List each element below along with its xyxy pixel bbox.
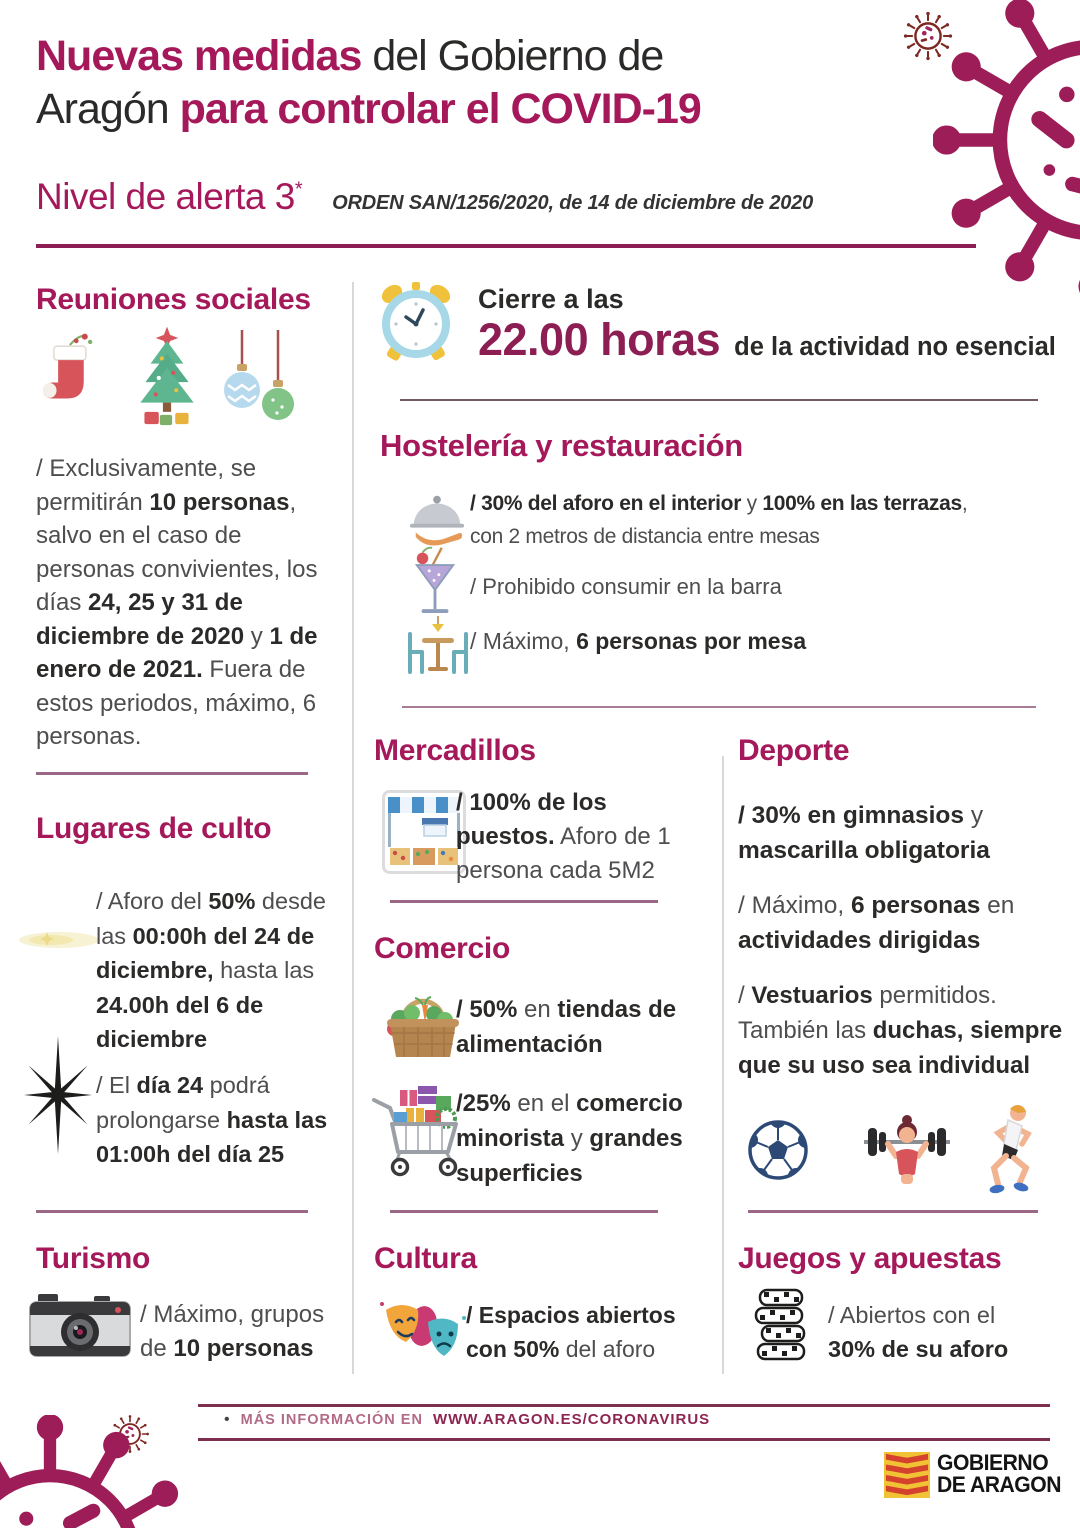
theater-masks-icon xyxy=(376,1288,470,1372)
column-divider-left xyxy=(352,282,354,1374)
section-title: Juegos y apuestas xyxy=(738,1242,1002,1275)
cultura-item: / Espacios abiertos con 50% del aforo xyxy=(466,1302,676,1362)
culto-item: / El día 24 podrá prolongarse hasta las 01:00h del día 25 xyxy=(96,1072,328,1167)
market-stall-icon xyxy=(382,790,466,874)
section-title: Hostelería y restauración xyxy=(380,428,743,463)
header-rule xyxy=(36,244,976,248)
cloche-icon xyxy=(408,490,466,546)
christmas-tree-icon xyxy=(128,324,206,434)
deporte-item: / 30% en gimnasios y mascarilla obligatoria xyxy=(738,802,990,864)
section-title: Lugares de culto xyxy=(36,812,272,845)
virus-icon xyxy=(933,0,1080,300)
divider xyxy=(402,706,1036,708)
hosteleria-item: / 30% del aforo en el interior y 100% en las terrazas, con 2 metros de distancia entre mesas xyxy=(470,492,968,548)
section-title: Deporte xyxy=(738,734,850,767)
soccer-ball-icon xyxy=(746,1118,810,1182)
section-title: Reuniones sociales xyxy=(36,283,311,316)
divider xyxy=(36,1210,308,1213)
page-title-line1: Nuevas medidas del Gobierno de xyxy=(36,32,664,80)
christmas-stocking-icon xyxy=(40,330,104,420)
divider xyxy=(748,1210,1038,1213)
footer-info xyxy=(224,1411,710,1429)
deporte-item: / Máximo, 6 personas en actividades dirigidas xyxy=(738,892,1015,954)
reuniones-body: / Exclusivamente, se permitirán 10 personas, salvo en el caso de personas convivientes, los días 24, 25 y 31 de diciembre de 2020 y 1 de enero de 2021. Fuera de estos periodos, máximo, 6 personas. xyxy=(36,455,318,750)
gobierno-aragon-logo xyxy=(884,1452,1066,1498)
footer-info-url: WWW.ARAGON.ES/CORONAVIRUS xyxy=(432,1411,711,1428)
baubles-icon xyxy=(220,328,300,434)
comercio-item: / 50% en tiendas de alimentación xyxy=(456,996,677,1058)
alarm-clock-icon xyxy=(376,280,456,364)
camera-icon xyxy=(28,1290,132,1362)
runner-icon xyxy=(968,1100,1040,1196)
poker-chips-icon xyxy=(750,1286,814,1374)
section-title: Turismo xyxy=(36,1242,151,1275)
aragon-flag-icon xyxy=(884,1452,930,1498)
divider xyxy=(400,399,1038,401)
table-chairs-icon xyxy=(402,616,474,680)
deporte-item: / Vestuarios permitidos. También las duchas, siempre que su uso sea individual xyxy=(738,982,1063,1079)
column-divider-right xyxy=(722,756,724,1374)
virus-icon xyxy=(0,1415,195,1528)
grocery-basket-icon xyxy=(378,980,468,1066)
mercadillos-item: / 100% de los puestos. Aforo de 1 persona cada 5M2 xyxy=(456,789,671,884)
logo-text: GOBIERNO DE ARAGON xyxy=(937,1450,1061,1497)
footer-info-prefix: MÁS INFORMACIÓN EN xyxy=(240,1412,423,1428)
section-title: Cultura xyxy=(374,1242,477,1275)
footer-rule-bottom xyxy=(198,1438,1050,1441)
page-title-line2: Aragón para controlar el COVID-19 xyxy=(36,85,701,133)
closure-suffix: de la actividad no esencial xyxy=(734,333,1056,361)
closure-prefix: Cierre a las xyxy=(478,284,624,314)
culto-item: / Aforo del 50% desde las 00:00h del 24 de diciembre, hasta las 24.00h del 6 de diciembre xyxy=(96,888,326,1052)
comet-icon xyxy=(16,926,102,954)
turismo-item: / Máximo, grupos de 10 personas xyxy=(140,1301,325,1362)
juegos-item: / Abiertos con el 30% de su aforo xyxy=(828,1302,1009,1362)
alert-level: Nivel de alerta 3* xyxy=(36,176,303,217)
closure-time: 22.00 horas xyxy=(478,314,721,365)
order-reference: ORDEN SAN/1256/2020, de 14 de diciembre de 2020 xyxy=(332,192,814,214)
shopping-cart-icon xyxy=(370,1078,470,1178)
footer-rule-top xyxy=(198,1404,1050,1407)
star-icon xyxy=(22,1036,94,1154)
hosteleria-item: / Prohibido consumir en la barra xyxy=(470,574,782,599)
hosteleria-item: / Máximo, 6 personas por mesa xyxy=(470,628,807,654)
divider xyxy=(390,1210,658,1213)
comercio-item: /25% en el comercio minorista y grandes superficies xyxy=(456,1090,683,1187)
divider xyxy=(390,900,658,903)
weightlifter-icon xyxy=(860,1108,954,1202)
alert-note-mark: * xyxy=(294,178,303,201)
footer-bullet: • xyxy=(224,1411,231,1428)
section-title: Mercadillos xyxy=(374,734,536,767)
page-title xyxy=(36,30,701,136)
divider xyxy=(36,772,308,775)
section-title: Comercio xyxy=(374,932,510,965)
